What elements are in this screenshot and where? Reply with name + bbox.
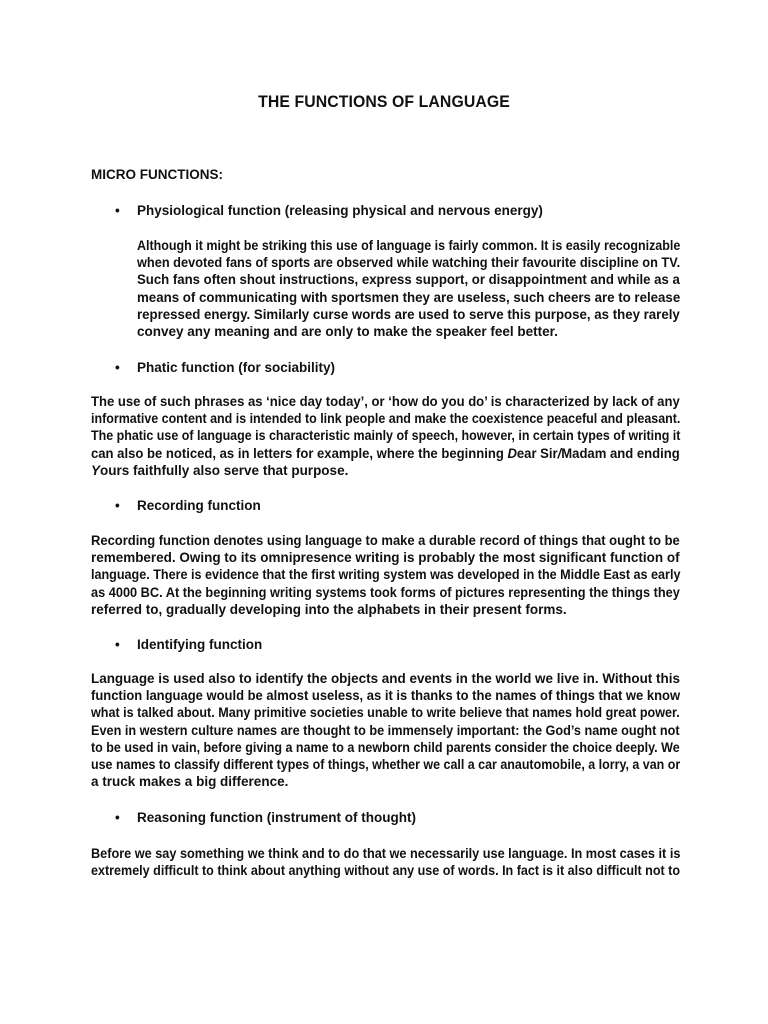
section-heading: MICRO FUNCTIONS: bbox=[91, 167, 223, 182]
bullet-label: Identifying function bbox=[137, 637, 263, 652]
paragraph-line bbox=[91, 445, 710, 462]
italic-letter: D bbox=[507, 445, 517, 461]
paragraph-line: The phatic use of language is characteristic mainly of speech, however, in certain types of writing it bbox=[91, 428, 681, 444]
paragraph-line: extremely difficult to think about anything without any use of words. In fact is it also difficult not to bbox=[91, 863, 681, 879]
paragraph-line: use names to classify different types of things, whether we call a car anautomobile, a lorry, a van or bbox=[91, 756, 681, 772]
paragraph-line: referred to, gradually developing into the alphabets in their present forms. bbox=[91, 601, 567, 617]
bullet-icon: • bbox=[115, 810, 120, 825]
paragraph-line: The use of such phrases as ‘nice day today’, or ‘how do you do’ is characterized by lack of any bbox=[91, 394, 680, 409]
paragraph bbox=[91, 393, 729, 479]
paragraph-text: ear Sir bbox=[516, 445, 558, 461]
paragraph-line: what is talked about. Many primitive societies unable to write believe that names hold great power. bbox=[91, 705, 680, 721]
bullet-icon: • bbox=[115, 637, 120, 652]
paragraph-line: repressed energy. Similarly curse words are used to serve this purpose, as they rarely bbox=[137, 306, 680, 322]
bullet-label: Physiological function (releasing physical and nervous energy) bbox=[137, 203, 543, 218]
paragraph-line: function language would be almost useless, as it is thanks to the names of things that we know bbox=[91, 688, 681, 704]
paragraph-line: when devoted fans of sports are observed while watching their favourite discipline on TV. bbox=[137, 255, 681, 271]
bullet-icon: • bbox=[115, 203, 120, 218]
bullet-label: Phatic function (for sociability) bbox=[137, 360, 336, 375]
paragraph-text: can also be noticed, as in letters for example, where the beginning bbox=[91, 445, 504, 461]
paragraph-line: Recording function denotes using language to make a durable record of things that ought to be bbox=[91, 533, 680, 548]
bullet-label: Reasoning function (instrument of thought) bbox=[137, 810, 416, 825]
italic-letter: Y bbox=[91, 462, 101, 478]
paragraph-line: language. There is evidence that the first writing system was developed in the Middle East as early bbox=[91, 567, 681, 583]
paragraph-line: to be used in vain, before giving a name to a newborn child parents consider the choice deeply. We bbox=[91, 739, 680, 755]
paragraph-text: Madam and ending bbox=[561, 445, 680, 461]
paragraph-line: Even in western culture names are thought to be immensely important: the God’s name ought not bbox=[91, 722, 680, 738]
paragraph-text: ours faithfully also serve that purpose. bbox=[100, 462, 349, 478]
paragraph-line: Such fans often shout instructions, express support, or disappointment and while as a bbox=[137, 272, 680, 288]
bullet-icon: • bbox=[115, 498, 120, 513]
paragraph-line: Although it might be striking this use of language is fairly common. It is easily recognizable bbox=[137, 238, 681, 253]
paragraph-line: Language is used also to identify the objects and events in the world we live in. Without this bbox=[91, 671, 680, 686]
paragraph bbox=[91, 845, 724, 879]
paragraph-line: as 4000 BC. At the beginning writing systems took forms of pictures representing the things they bbox=[91, 584, 680, 600]
paragraph bbox=[137, 237, 724, 340]
paragraph-line: informative content and is intended to link people and make the coexistence peaceful and pleasant. bbox=[91, 411, 681, 427]
bullet-icon: • bbox=[115, 360, 120, 375]
paragraph-line: Before we say something we think and to do that we necessarily use language. In most cases it is bbox=[91, 846, 681, 861]
bullet-label: Recording function bbox=[137, 498, 261, 513]
paragraph bbox=[91, 532, 723, 618]
page-title: THE FUNCTIONS OF LANGUAGE bbox=[258, 92, 510, 111]
paragraph-line bbox=[91, 462, 729, 479]
paragraph bbox=[91, 670, 729, 790]
paragraph-line: convey any meaning and are only to make the speaker feel better. bbox=[137, 323, 558, 339]
paragraph-line: a truck makes a big difference. bbox=[91, 774, 289, 790]
italic-slash: / bbox=[557, 445, 562, 461]
paragraph-line: means of communicating with sportsmen they are useless, such cheers are to release bbox=[137, 289, 681, 305]
paragraph-line: remembered. Owing to its omnipresence writing is probably the most significant function of bbox=[91, 550, 680, 566]
